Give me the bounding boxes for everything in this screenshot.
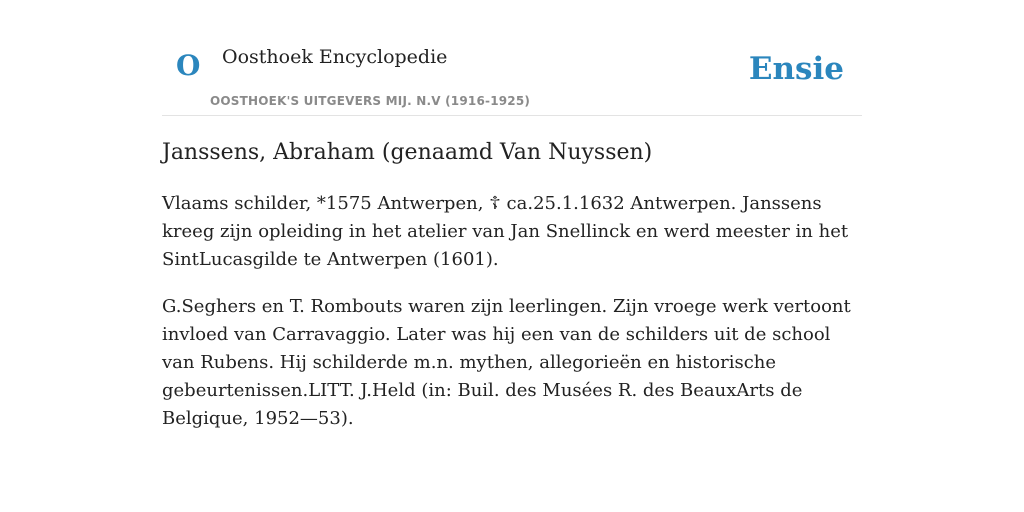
article-title: Janssens, Abraham (genaamd Van Nuyssen) — [162, 140, 653, 165]
site-title[interactable]: Oosthoek Encyclopedie — [222, 46, 448, 68]
ensie-brand-link[interactable]: Ensie — [748, 51, 844, 87]
site-header — [162, 30, 862, 116]
article-paragraph: Vlaams schilder, *1575 Antwerpen, ☦ ca.25.1.1632 Antwerpen. Janssens kreeg zijn opleiding in het atelier van Jan Snellinck en werd meester in het SintLucasgilde te Antwerpen (1601). — [162, 192, 849, 270]
site-subtitle: OOSTHOEK'S UITGEVERS MIJ. N.V (1916-1925) — [210, 94, 531, 108]
site-logo[interactable]: O — [176, 49, 201, 82]
article-paragraph: G.Seghers en T. Rombouts waren zijn leerlingen. Zijn vroege werk vertoont invloed van Carravaggio. Later was hij een van de schilders uit de school van Rubens. Hij schilderde m.n. mythen, allegorieën en historische gebeurtenissen.LITT. J.Held (in: Buil. des Musées R. des BeauxArts de Belgique, 1952—53). — [162, 295, 851, 429]
article — [162, 138, 866, 452]
